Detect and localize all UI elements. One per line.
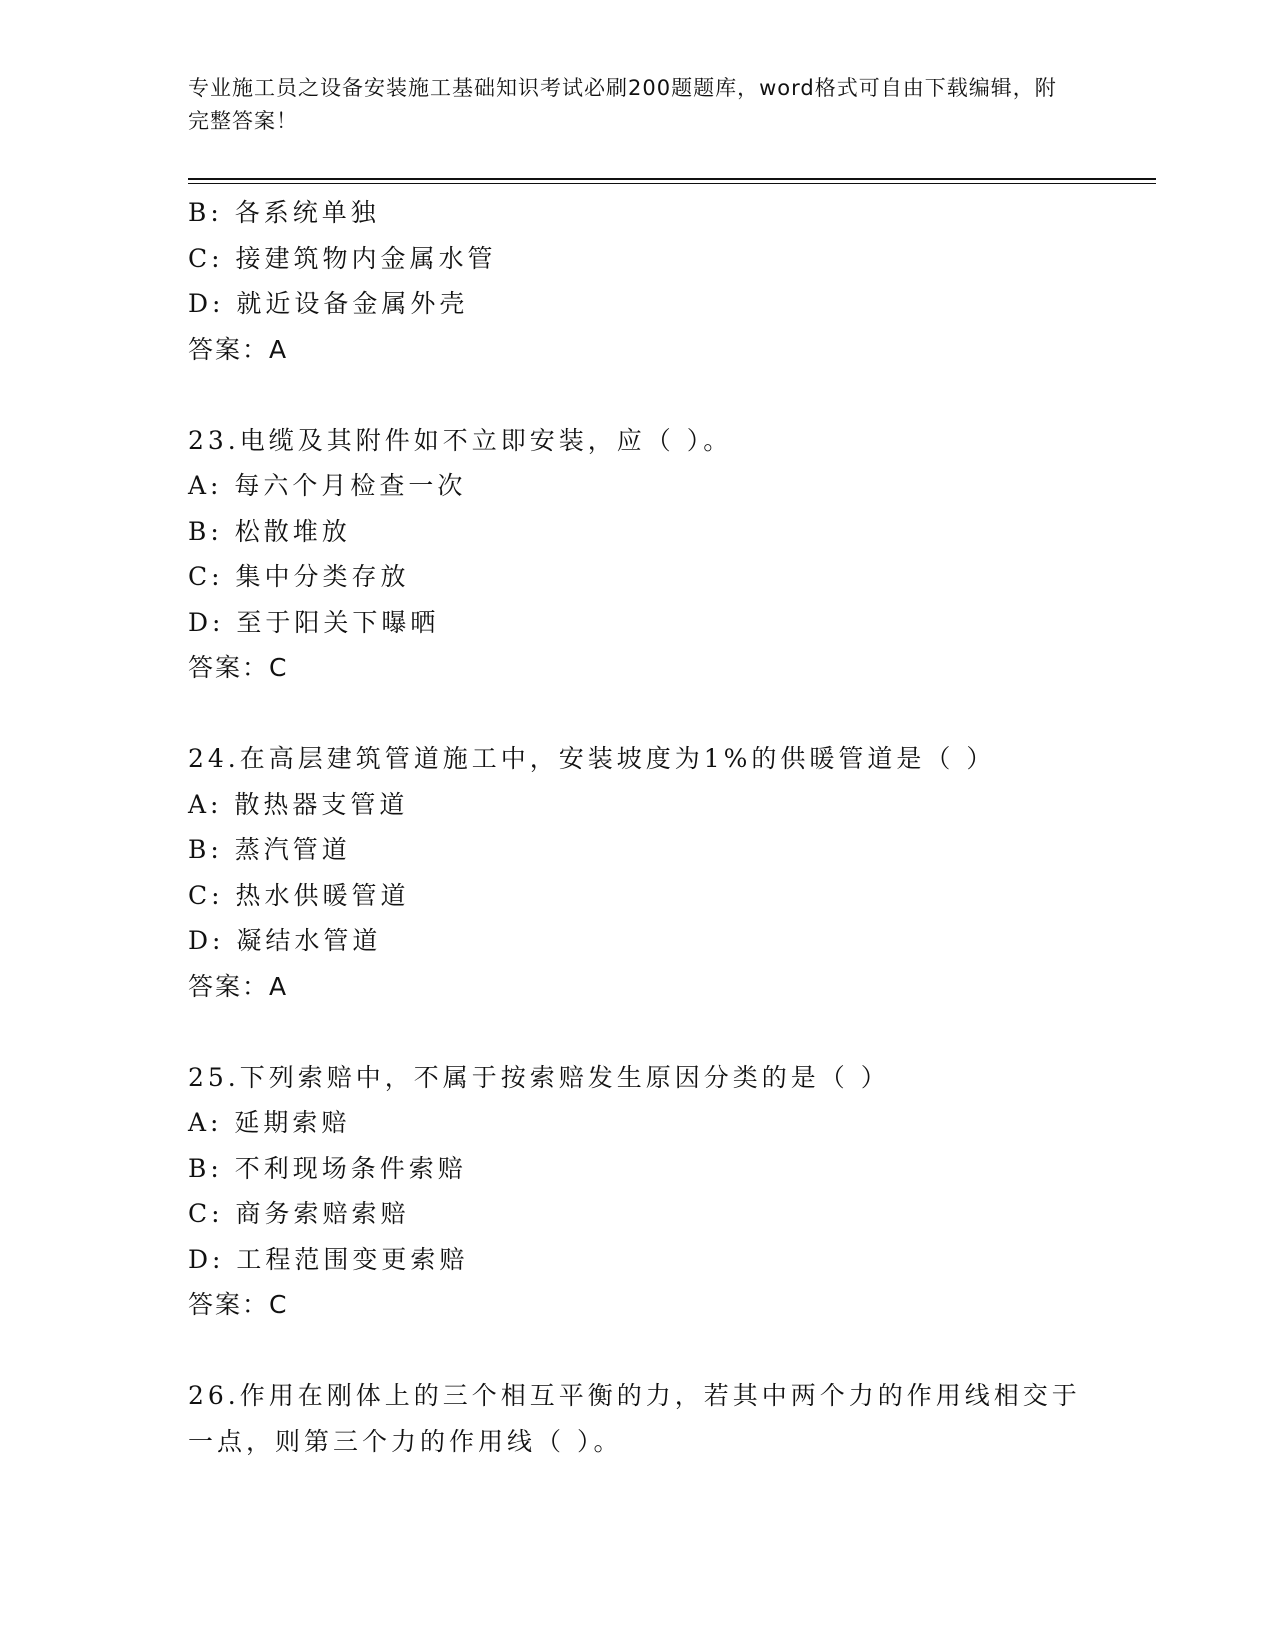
question-stem: 23.电缆及其附件如不立即安装，应（ ）。	[188, 425, 733, 455]
spacer	[188, 1328, 1088, 1374]
question-22-partial	[188, 190, 1088, 372]
question-stem-line-2: 一点，则第三个力的作用线（ ）。	[188, 1426, 623, 1456]
option-c: C: 集中分类存放	[188, 562, 410, 591]
option-c: C: 商务索赔索赔	[188, 1199, 410, 1228]
header-rule-thin	[188, 183, 1156, 184]
option-b: B: 松散堆放	[188, 516, 351, 546]
option-b: B: 不利现场条件索赔	[188, 1153, 467, 1183]
option-a: A: 每六个月检查一次	[188, 471, 467, 500]
option-d: D: 就近设备金属外壳	[188, 289, 469, 318]
question-23	[188, 418, 1088, 691]
option-d: D: 凝结水管道	[188, 926, 382, 955]
question-24	[188, 736, 1088, 1009]
option-a: A: 延期索赔	[188, 1108, 351, 1137]
option-d: D: 工程范围变更索赔	[188, 1244, 469, 1274]
question-stem: 25.下列索赔中，不属于按索赔发生原因分类的是（ ）	[188, 1062, 890, 1092]
question-list	[188, 190, 1088, 1464]
spacer	[188, 1009, 1088, 1055]
answer-line: 答案：A	[188, 971, 289, 1001]
document-header: 专业施工员之设备安装施工基础知识考试必刷200题题库，word格式可自由下载编辑，附完整答案！	[188, 76, 1057, 133]
spacer	[188, 691, 1088, 737]
question-26	[188, 1373, 1088, 1464]
question-stem-line-1: 26.作用在刚体上的三个相互平衡的力，若其中两个力的作用线相交于	[188, 1381, 1081, 1410]
option-b: B: 各系统单独	[188, 198, 380, 227]
answer-line: 答案：C	[188, 1290, 289, 1319]
option-b: B: 蒸汽管道	[188, 835, 351, 864]
option-d: D: 至于阳关下曝晒	[188, 607, 440, 637]
question-stem: 24.在高层建筑管道施工中，安装坡度为1%的供暖管道是（ ）	[188, 744, 996, 773]
question-25	[188, 1055, 1088, 1328]
option-c: C: 热水供暖管道	[188, 880, 410, 910]
answer-line: 答案：C	[188, 653, 289, 682]
spacer	[188, 372, 1088, 418]
option-a: A: 散热器支管道	[188, 789, 409, 819]
header-rule-thick	[188, 178, 1156, 180]
answer-line: 答案：A	[188, 334, 289, 364]
option-c: C: 接建筑物内金属水管	[188, 243, 497, 273]
